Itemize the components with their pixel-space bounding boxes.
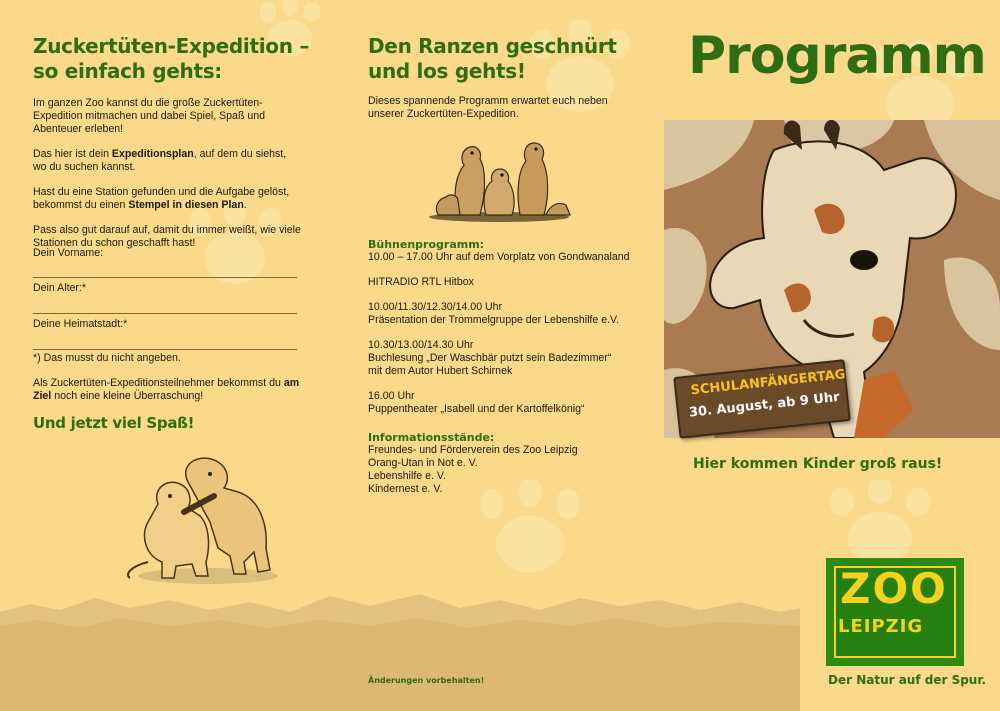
heading-line-1: Zuckertüten-Expedition – — [33, 34, 310, 58]
hometown-label: Deine Heimatstadt:* — [33, 318, 128, 330]
info-item: Orang-Utan in Not e. V. — [368, 457, 478, 469]
info-item: Kindernest e. V. — [368, 483, 443, 495]
program-heading — [368, 34, 668, 84]
zoo-leipzig-logo — [826, 558, 964, 666]
hometown-field[interactable] — [33, 349, 297, 350]
stage-heading: Bühnenprogramm: — [368, 238, 485, 251]
info-item: Lebenshilfe e. V. — [368, 470, 446, 482]
slogan: Hier kommen Kinder groß raus! — [693, 456, 943, 472]
heading-line-1: Den Ranzen geschnürt — [368, 34, 617, 58]
info-stands — [368, 431, 658, 496]
logo-word-zoo: ZOO — [840, 564, 948, 613]
stage-program — [368, 238, 658, 428]
meerkats-illustration — [424, 135, 574, 223]
program-title: Programm — [688, 26, 986, 86]
reward-bold: am Ziel — [33, 377, 300, 402]
info-item: Freundes- und Förderverein des Zoo Leipzig — [368, 444, 578, 456]
heading-line-2: und los gehts! — [368, 59, 526, 83]
first-name-label: Dein Vorname: — [33, 247, 104, 259]
lion-cubs-illustration — [118, 452, 288, 587]
stage-time: 10.00 – 17.00 Uhr auf dem Vorplatz von Gondwanaland — [368, 251, 630, 263]
plan-paragraph: Das hier ist dein Expeditionsplan, auf dem du siehst, wo du suchen kannst. — [33, 148, 287, 173]
age-field[interactable] — [33, 313, 297, 314]
sign-line-1: SCHULANFÄNGERTAG — [689, 367, 847, 399]
tagline: Der Natur auf der Spur. — [828, 673, 987, 687]
paw-print-decoration — [820, 480, 940, 570]
reward-paragraph: Als Zuckertüten-Expeditionsteilnehmer bekommst du am Ziel noch eine kleine Überraschung! — [33, 377, 300, 402]
intro-paragraph: Im ganzen Zoo kannst du die große Zuckertüten-Expedition mitmachen und dabei Spiel, Spaß und Abenteuer erleben! — [33, 97, 266, 135]
drums-item: 10.00/11.30/12.30/14.00 Uhr Präsentation der Trommelgruppe der Lebenshilfe e.V. — [368, 301, 620, 326]
age-label: Dein Alter:* — [33, 282, 86, 294]
expedition-heading — [33, 34, 333, 84]
heading-line-2: so einfach gehts: — [33, 59, 223, 83]
closing-heading: Und jetzt viel Spaß! — [33, 414, 195, 432]
first-name-field[interactable] — [33, 277, 297, 278]
radio-item: HITRADIO RTL Hitbox — [368, 276, 474, 288]
program-intro: Dieses spannende Programm erwartet euch neben unserer Zuckertüten-Expedition. — [368, 95, 608, 120]
logo-word-leipzig: LEIPZIG — [838, 616, 924, 637]
stamp-bold: Stempel in diesen Plan — [128, 199, 244, 211]
plan-bold: Expeditionsplan — [111, 148, 194, 160]
puppet-item: 16.00 Uhr Puppentheater „Isabell und der Kartoffelkönig“ — [368, 390, 585, 415]
expedition-text — [33, 97, 301, 262]
changes-reserved-note: Änderungen vorbehalten! — [368, 676, 485, 685]
sign-line-2: 30. August, ab 9 Uhr — [688, 389, 841, 421]
ground-strip-decoration — [0, 590, 800, 711]
reading-item: 10.30/13.00/14.30 Uhr Buchlesung „Der Waschbär putzt sein Badezimmer“ mit dem Autor Hubert Schirnek — [368, 339, 612, 377]
footnote-text — [33, 352, 301, 415]
info-heading: Informationsstände: — [368, 431, 495, 444]
footnote: *) Das musst du nicht angeben. — [33, 352, 181, 364]
care-paragraph: Pass also gut darauf auf, damit du immer weißt, wie viele Stationen du schon geschafft hast! — [33, 224, 301, 249]
stamp-paragraph: Hast du eine Station gefunden und die Aufgabe gelöst, bekommst du einen Stempel in diesen Plan. — [33, 186, 290, 211]
